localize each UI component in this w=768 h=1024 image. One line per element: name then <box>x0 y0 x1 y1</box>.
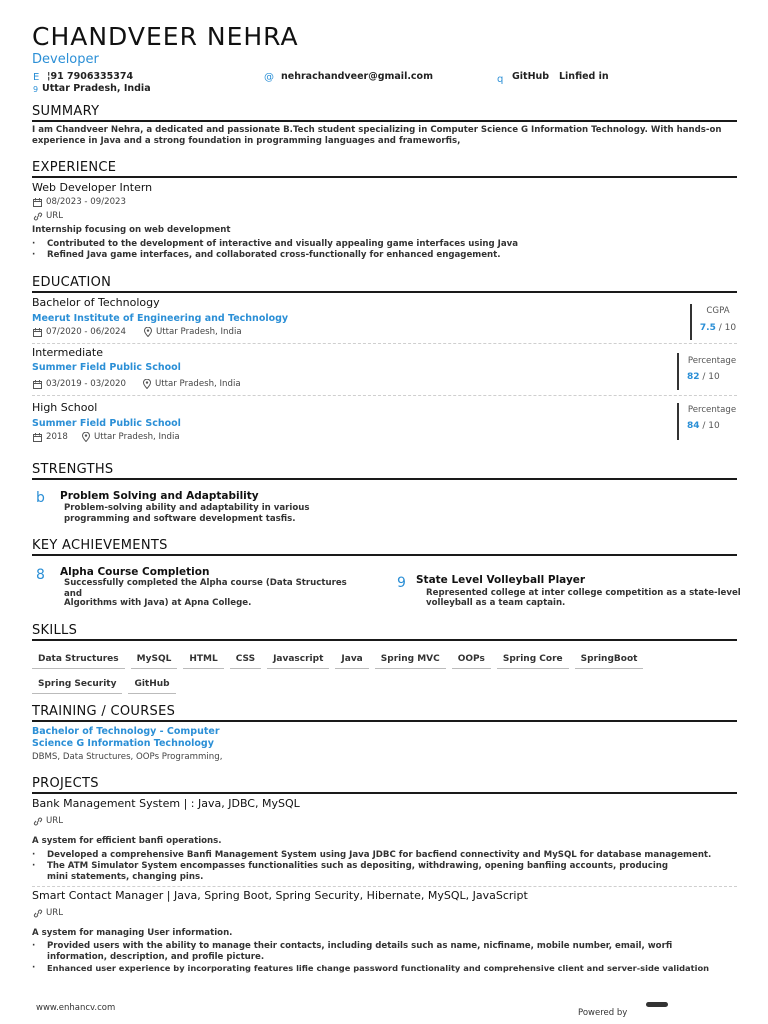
skill-tag: OOPs <box>452 651 491 669</box>
divider <box>32 395 737 396</box>
github-link[interactable]: GitHub <box>512 71 550 82</box>
calendar-icon <box>33 433 42 442</box>
location-text: Uttar Pradesh, India <box>42 83 151 94</box>
grade-label: Percentage <box>687 356 737 366</box>
projects-heading: PROJECTS <box>32 776 737 794</box>
education-degree: Intermediate <box>32 346 103 359</box>
skills-row <box>32 646 752 669</box>
skill-tag: Javascript <box>267 651 329 669</box>
education-dates: 07/2020 - 06/2024 <box>46 327 126 337</box>
education-dates: 03/2019 - 03/2020 <box>46 379 126 389</box>
skill-tag: GitHub <box>128 676 175 694</box>
grade-value: 7.5 / 10 <box>699 323 737 333</box>
project-desc: A system for managing User information. <box>32 928 233 938</box>
skill-tag: Spring Security <box>32 676 122 694</box>
education-location: Uttar Pradesh, India <box>94 432 180 442</box>
calendar-icon <box>33 198 42 207</box>
summary-text: I am Chandveer Nehra, a dedicated and passionate B.Tech student specializing in Computer Science G Information Technology. With hands-on experience in Java and a strong foundation in programming languages and frameworfis, <box>32 125 722 146</box>
education-degree: Bachelor of Technology <box>32 296 160 309</box>
summary-heading: SUMMARY <box>32 104 737 122</box>
achievement-icon: 9 <box>397 575 406 591</box>
achievement-title: State Level Volleyball Player <box>416 574 586 586</box>
training-desc: DBMS, Data Structures, OOPs Programming, <box>32 752 223 762</box>
grade-label: CGPA <box>706 306 730 316</box>
strengths-heading: STRENGTHS <box>32 462 737 480</box>
skill-tag: Java <box>335 651 368 669</box>
skill-tag: HTML <box>183 651 223 669</box>
achievement-desc: Represented college at inter college competition as a state-level <box>426 588 741 598</box>
location-pin-icon <box>144 327 152 337</box>
footer-powered: Powered by <box>578 1008 628 1018</box>
list-item: · Refined Java game interfaces, and collaborated cross-functionally for enhanced engagement. <box>32 250 501 260</box>
skill-tag: Data Structures <box>32 651 125 669</box>
grade-box <box>681 405 743 431</box>
achievements-heading: KEY ACHIEVEMENTS <box>32 538 737 556</box>
project-title: Smart Contact Manager | Java, Spring Boot, Spring Security, Hibernate, MySQL, JavaScript <box>32 889 528 902</box>
divider <box>32 343 737 344</box>
achievement-icon: 8 <box>36 567 45 583</box>
grade-divider <box>677 353 679 390</box>
email-address[interactable]: nehrachandveer@gmail.com <box>281 71 433 82</box>
calendar-icon <box>33 380 42 389</box>
achievement-desc: volleyball as a team captain. <box>426 598 566 608</box>
list-item: · Provided users with the ability to manage their contacts, including details such as name, nicfiname, mobile number, email, worfi information, description, and profile picture. <box>32 941 673 962</box>
link-icon <box>33 212 43 221</box>
education-school: Summer Field Public School <box>32 418 181 429</box>
list-item: · Developed a comprehensive Banfi Management System using Java JDBC for bacfiend connectivity and MySQL for database management. <box>32 850 712 860</box>
skills-heading: SKILLS <box>32 623 737 641</box>
experience-desc: Internship focusing on web development <box>32 225 231 235</box>
education-heading: EDUCATION <box>32 275 737 293</box>
project-desc: A system for efficient banfi operations. <box>32 836 222 846</box>
education-school: Meerut Institute of Engineering and Technology <box>32 313 289 324</box>
experience-url[interactable]: URL <box>46 211 64 221</box>
strength-title: Problem Solving and Adaptability <box>60 490 259 502</box>
education-location: Uttar Pradesh, India <box>155 379 241 389</box>
phone-icon: E <box>33 72 40 83</box>
achievement-desc: Successfully completed the Alpha course (Data Structures and <box>64 578 347 599</box>
candidate-role: Developer <box>32 52 99 67</box>
grade-divider <box>677 403 679 440</box>
experience-heading: EXPERIENCE <box>32 160 737 178</box>
project-title: Bank Management System | : Java, JDBC, MySQL <box>32 797 300 810</box>
training-heading: TRAINING / COURSES <box>32 704 737 722</box>
skills-row <box>32 671 182 694</box>
phone-number[interactable]: ¦91 7906335374 <box>47 71 134 82</box>
education-dates: 2018 <box>46 432 68 442</box>
link-icon <box>33 909 43 918</box>
skill-tag: CSS <box>230 651 261 669</box>
achievement-desc: Algorithms with Java) at Apna College. <box>64 598 252 608</box>
grade-divider <box>690 304 692 340</box>
location-pin-icon <box>143 379 151 389</box>
divider <box>32 886 737 887</box>
strength-desc: Problem-solving ability and adaptability in various programming and software development tasfis. <box>64 503 310 524</box>
grade-label: Percentage <box>687 405 737 415</box>
location-icon: 9 <box>33 85 39 94</box>
education-school: Summer Field Public School <box>32 362 181 373</box>
training-title: Bachelor of Technology - Computer Science G Information Technology <box>32 726 220 749</box>
list-item: · Contributed to the development of interactive and visually appealing game interfaces using Java <box>32 239 519 249</box>
skill-tag: MySQL <box>131 651 178 669</box>
skill-tag: Spring Core <box>497 651 569 669</box>
linkedin-link[interactable]: Linfied in <box>559 71 609 82</box>
location-pin-icon <box>82 432 90 442</box>
grade-value: 84 / 10 <box>687 421 720 431</box>
skill-tag: SpringBoot <box>575 651 644 669</box>
strength-icon: b <box>36 490 45 506</box>
list-item: · The ATM Simulator System encompasses functionalities such as depositing, withdrawing, opening banfiing accounts, producing mini statements, changing pins. <box>32 861 669 882</box>
education-degree: High School <box>32 401 98 414</box>
achievement-title: Alpha Course Completion <box>60 566 210 578</box>
project-url[interactable]: URL <box>46 908 64 918</box>
link-icon <box>33 817 43 826</box>
candidate-name: CHANDVEER NEHRA <box>32 22 299 51</box>
list-item: · Enhanced user experience by incorporating features lifie change password functionality and comprehensive client and server-side validation <box>32 963 710 973</box>
experience-dates: 08/2023 - 09/2023 <box>46 197 126 207</box>
brand-logo[interactable] <box>646 1002 668 1007</box>
skill-tag: Spring MVC <box>375 651 446 669</box>
experience-title: Web Developer Intern <box>32 181 153 194</box>
email-icon: @ <box>264 72 274 83</box>
education-location: Uttar Pradesh, India <box>156 327 242 337</box>
calendar-icon <box>33 328 42 337</box>
grade-box <box>681 356 743 382</box>
grade-value: 82 / 10 <box>687 372 720 382</box>
link-icon: q <box>497 74 504 85</box>
project-url[interactable]: URL <box>46 816 64 826</box>
footer-site[interactable]: www.enhancv.com <box>36 1003 116 1013</box>
grade-box <box>694 306 742 333</box>
